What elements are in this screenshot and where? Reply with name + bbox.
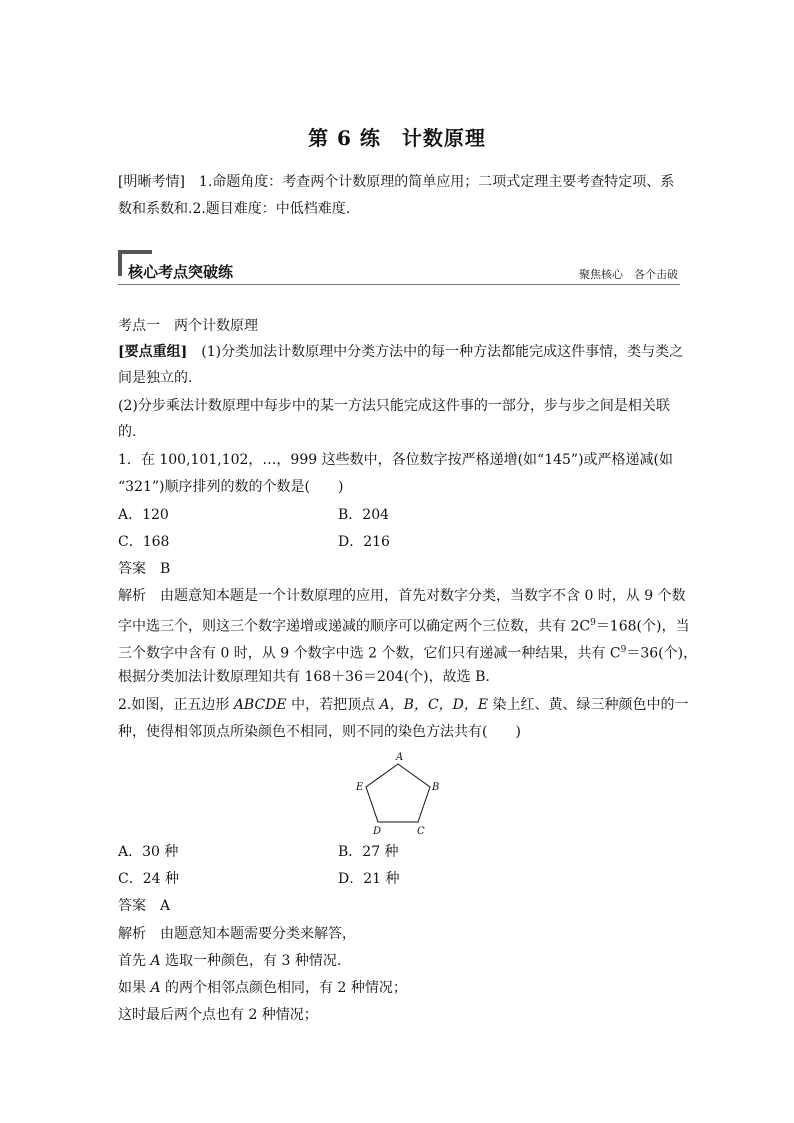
pentagon-figure [350,750,450,836]
q2-exp3-b: 的两个相邻点颜色相同，有 2 种情况； [160,980,407,996]
yaodian-line-4: 的. [118,424,137,440]
q1-exp3-rest: ＝36(个)， [626,645,698,662]
q1-explanation-1: 解析 由题意知本题是一个计数原理的应用，首先对数字分类，当数字不含 0 时，从 9 个数 [118,588,686,604]
q2-exp2-a: 首先 [118,953,151,969]
q1-option-c: C．168 [118,534,170,550]
q1-exp2-rest: ＝168(个)，当 [595,618,690,635]
yaodian-text-1: (1)分类加法计数原理中分类方法中的每一种方法都能完成这件事情，类与类之 [187,344,684,360]
heading-divider [118,284,680,285]
q2-option-a: A．30 种 [118,844,179,860]
q1-explanation-4: 根据分类加法计数原理知共有 168＋36＝204(个)，故选 B. [118,669,490,685]
q1-exp2-sup: 9 [590,618,596,628]
q1-line-2: “321”)顺序排列的数的个数是( ) [118,479,344,495]
q2-l1-points: A，B，C，D，E [379,697,489,713]
q2-explanation-1: 解析 由题意知本题需要分类来解答， [118,926,356,942]
heading-corner-decoration-top [118,250,152,254]
q2-exp3-var: A [150,980,161,996]
q2-explanation-2 [118,951,678,971]
q2-option-c: C．24 种 [118,871,179,887]
yaodian-line-1 [118,342,684,362]
q2-exp2-b: 选取一种颜色，有 3 种情况. [160,953,342,969]
yaodian-line-2: 间是独立的. [118,370,193,386]
q1-exp2-text: 字中选三个，则这三个数字递增或递减的顺序可以确定两个三位数，共有 2C [118,618,591,635]
section-heading-subtitle: 聚焦核心 各个击破 [579,268,678,281]
q2-l1-a: 2.如图，正五边形 [118,697,234,713]
kaodian-title: 考点一 两个计数原理 [118,318,258,334]
q1-option-b: B．204 [338,507,390,523]
section-heading-title: 核心考点突破练 [128,263,234,281]
yaodian-line-3: (2)分步乘法计数原理中每步中的某一方法只能完成这件事的一部分，步与步之间是相关联 [118,398,670,414]
intro-line-1: [明晰考情] 1.命题角度：考查两个计数原理的简单应用；二项式定理主要考查特定项、系 [118,174,675,190]
q1-answer: 答案 B [118,561,171,577]
pentagon-shape [366,764,430,822]
q1-explanation-3 [118,640,698,664]
q2-option-b: B．27 种 [338,844,399,860]
q1-line-1: 1．在 100,101,102，…，999 这些数中，各位数字按严格递增(如“145”)或严格递减(如 [118,452,674,468]
q1-exp3-sup: 9 [620,645,627,655]
q1-explanation-2 [118,613,690,637]
q1-option-d: D．216 [338,534,390,550]
q2-l1-b: 中，若把顶点 [286,697,380,713]
vertex-label-a: A [396,752,404,763]
q2-line-1 [118,695,689,715]
q2-l1-var: ABCDE [233,697,287,713]
page-title: 第 6 练 计数原理 [308,126,486,150]
section-heading [118,248,680,288]
yaodian-label: [要点重组] [118,344,188,360]
vertex-label-e: E [356,782,364,793]
q1-option-a: A．120 [118,507,169,523]
q2-l1-c: 染上红、黄、绿三种颜色中的一 [488,697,689,713]
q2-explanation-4: 这时最后两个点也有 2 种情况； [118,1007,318,1023]
q2-explanation-3 [118,978,678,998]
q2-line-2: 种，使得相邻顶点所染颜色不相同，则不同的染色方法共有( ) [118,724,521,740]
intro-line-2: 数和系数和.2.题目难度：中低档难度. [118,201,351,217]
q2-option-d: D．21 种 [338,871,400,887]
q1-exp3-text: 三个数字中含有 0 时，从 9 个数字中选 2 个数，它们只有递减一种结果，共有 C [118,645,621,662]
vertex-label-c: C [417,826,425,836]
q2-exp3-a: 如果 [118,980,151,996]
vertex-label-b: B [432,782,440,793]
q2-exp2-var: A [150,953,161,969]
q2-answer: 答案 A [118,898,171,914]
vertex-label-d: D [373,826,382,836]
